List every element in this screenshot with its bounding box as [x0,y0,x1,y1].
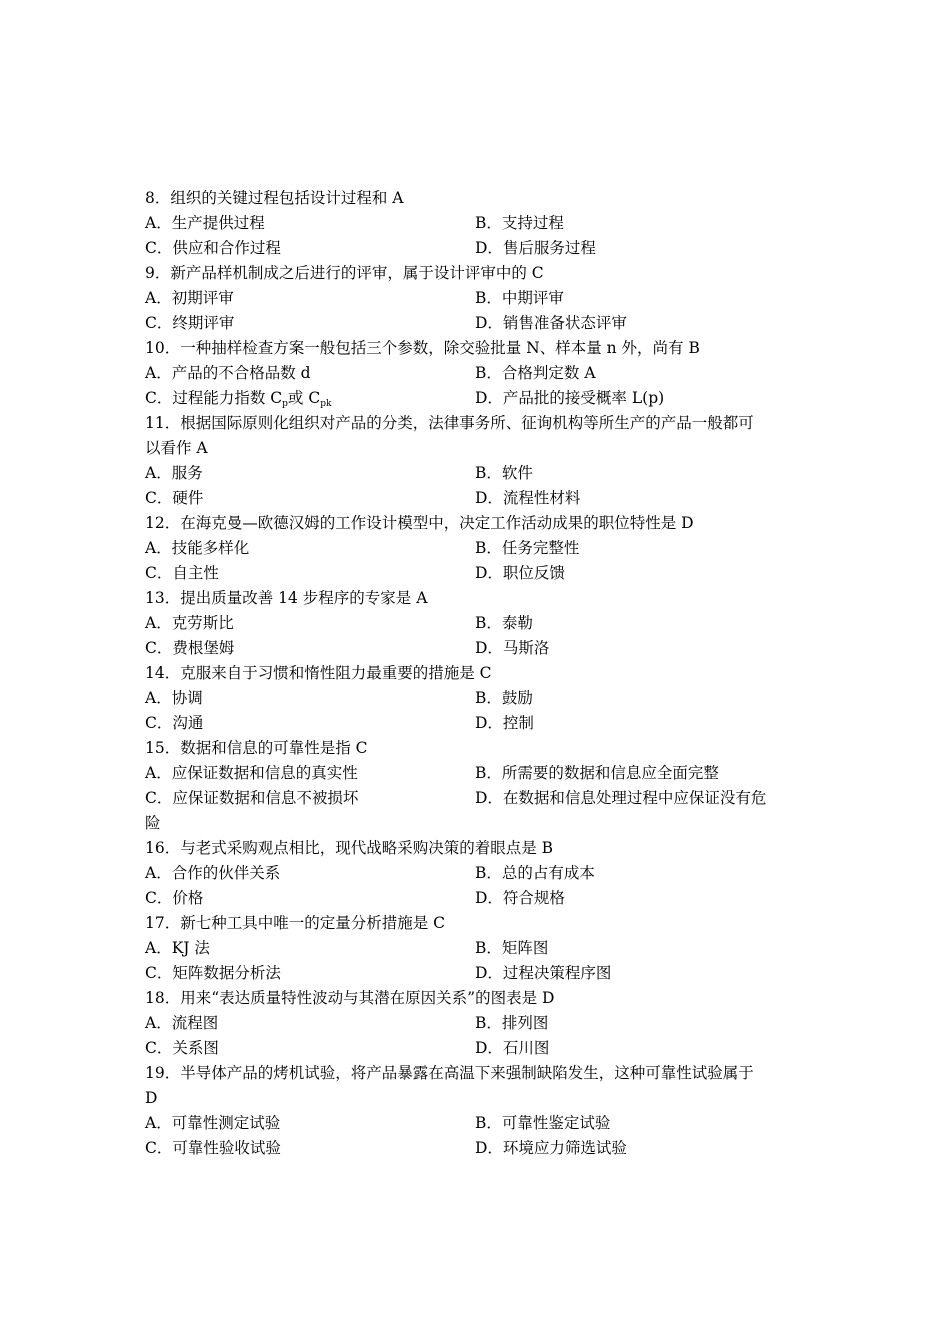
question-17-option-a: A．KJ 法 [145,939,210,957]
question-16-option-a: A．合作的伙伴关系 [145,864,281,882]
question-15-options-row-2 [145,786,810,811]
question-15-option-b: B．所需要的数据和信息应全面完整 [475,764,719,782]
question-18-option-b: B．排列图 [475,1014,549,1032]
question-14-option-c: C．沟通 [145,714,204,732]
question-9-option-b: B．中期评审 [475,289,564,307]
question-18-options-row-2 [145,1036,810,1061]
question-17-stem: 17．新七种工具中唯一的定量分析措施是 C [145,914,446,932]
question-16-option-b: B．总的占有成本 [475,864,595,882]
question-17-options-row-2 [145,961,810,986]
question-9-options-row-2 [145,311,810,336]
question-12-option-d: D．职位反馈 [475,564,565,582]
question-12-stem: 12．在海克曼—欧德汉姆的工作设计模型中，决定工作活动成果的职位特性是 D [145,514,694,532]
question-12-options-row-2 [145,561,810,586]
question-8-option-a: A．生产提供过程 [145,214,265,232]
question-9-stem: 9．新产品样机制成之后进行的评审，属于设计评审中的 C [145,264,544,282]
question-10-stem: 10．一种抽样检查方案一般包括三个参数，除交验批量 N、样本量 n 外，尚有 B [145,339,700,357]
question-11-stem-line-2: 以看作 A [145,439,208,457]
question-14-option-b: B．鼓励 [475,689,533,707]
question-8-option-d: D．售后服务过程 [475,239,596,257]
question-10-option-b: B．合格判定数 A [475,364,596,382]
question-18-option-c: C．关系图 [145,1039,219,1057]
question-16-option-d: D．符合规格 [475,889,565,907]
question-9-option-c: C．终期评审 [145,314,235,332]
question-11-option-d: D．流程性材料 [475,489,581,507]
question-12-option-b: B．任务完整性 [475,539,580,557]
question-8-option-b: B．支持过程 [475,214,564,232]
question-12-option-a: A．技能多样化 [145,539,250,557]
question-18-stem: 18．用来“表达质量特性波动与其潜在原因关系”的图表是 D [145,989,555,1007]
question-17-option-b: B．矩阵图 [475,939,549,957]
question-10-option-d: D．产品批的接受概率 L(p) [475,389,665,407]
question-13-stem: 13．提出质量改善 14 步程序的专家是 A [145,589,428,607]
question-14-options-row-1 [145,686,810,711]
question-13-option-c: C．费根堡姆 [145,639,235,657]
question-11-options-row-1 [145,461,810,486]
question-19-option-a: A．可靠性测定试验 [145,1114,281,1132]
question-8-option-c: C．供应和合作过程 [145,239,281,257]
question-11-option-b: B．软件 [475,464,533,482]
question-14-options-row-2 [145,711,810,736]
question-11-option-c: C．硬件 [145,489,204,507]
question-10-option-c [145,386,475,411]
question-11-stem-line-1: 11．根据国际原则化组织对产品的分类，法律事务所、征询机构等所生产的产品一般都可 [145,414,754,432]
question-8-stem: 8．组织的关键过程包括设计过程和 A [145,189,404,207]
option-c-text-mid: 或 C [287,389,321,407]
question-19-stem-line-1: 19．半导体产品的烤机试验，将产品暴露在高温下来强制缺陷发生，这种可靠性试验属于 [145,1064,754,1082]
question-19-stem-line-2: D [145,1089,158,1107]
question-8-options-row-1 [145,211,810,236]
question-19-option-b: B．可靠性鉴定试验 [475,1114,611,1132]
question-10-option-a: A．产品的不合格品数 d [145,364,311,382]
question-14-stem: 14．克服来自于习惯和惰性阻力最重要的措施是 C [145,664,492,682]
question-18-option-d: D．石川图 [475,1039,550,1057]
question-16-option-c: C．价格 [145,889,204,907]
question-15-option-c: C．应保证数据和信息不被损坏 [145,789,359,807]
question-14-option-d: D．控制 [475,714,534,732]
subscript-p: p [282,399,288,409]
question-9-option-a: A．初期评审 [145,289,234,307]
question-15-option-d-continuation: 险 [145,814,161,832]
question-8-options-row-2 [145,236,810,261]
question-12-options-row-1 [145,536,810,561]
question-19-options-row-1 [145,1111,810,1136]
question-12-option-c: C．自主性 [145,564,219,582]
question-10-options-row-2 [145,386,810,411]
question-17-option-d: D．过程决策程序图 [475,964,612,982]
question-15-option-a: A．应保证数据和信息的真实性 [145,764,358,782]
question-16-options-row-1 [145,861,810,886]
question-10-options-row-1 [145,361,810,386]
question-9-options-row-1 [145,286,810,311]
question-17-option-c: C．矩阵数据分析法 [145,964,281,982]
question-13-options-row-1 [145,611,810,636]
question-9-option-d: D．销售准备状态评审 [475,314,627,332]
question-18-option-a: A．流程图 [145,1014,219,1032]
subscript-pk: pk [320,399,332,409]
question-list [145,186,810,1161]
question-19-option-c: C．可靠性验收试验 [145,1139,281,1157]
question-13-option-a: A．克劳斯比 [145,614,234,632]
question-19-options-row-2 [145,1136,810,1161]
question-15-stem: 15．数据和信息的可靠性是指 C [145,739,368,757]
question-13-options-row-2 [145,636,810,661]
question-14-option-a: A．协调 [145,689,203,707]
question-18-options-row-1 [145,1011,810,1036]
question-11-options-row-2 [145,486,810,511]
question-13-option-d: D．马斯洛 [475,639,550,657]
question-16-stem: 16．与老式采购观点相比，现代战略采购决策的着眼点是 B [145,839,554,857]
question-11-option-a: A．服务 [145,464,203,482]
option-c-text: C．过程能力指数 C [145,389,283,407]
question-15-options-row-1 [145,761,810,786]
question-16-options-row-2 [145,886,810,911]
question-13-option-b: B．泰勒 [475,614,533,632]
question-17-options-row-1 [145,936,810,961]
question-15-option-d: D．在数据和信息处理过程中应保证没有危 [475,789,767,807]
question-19-option-d: D．环境应力筛选试验 [475,1139,627,1157]
